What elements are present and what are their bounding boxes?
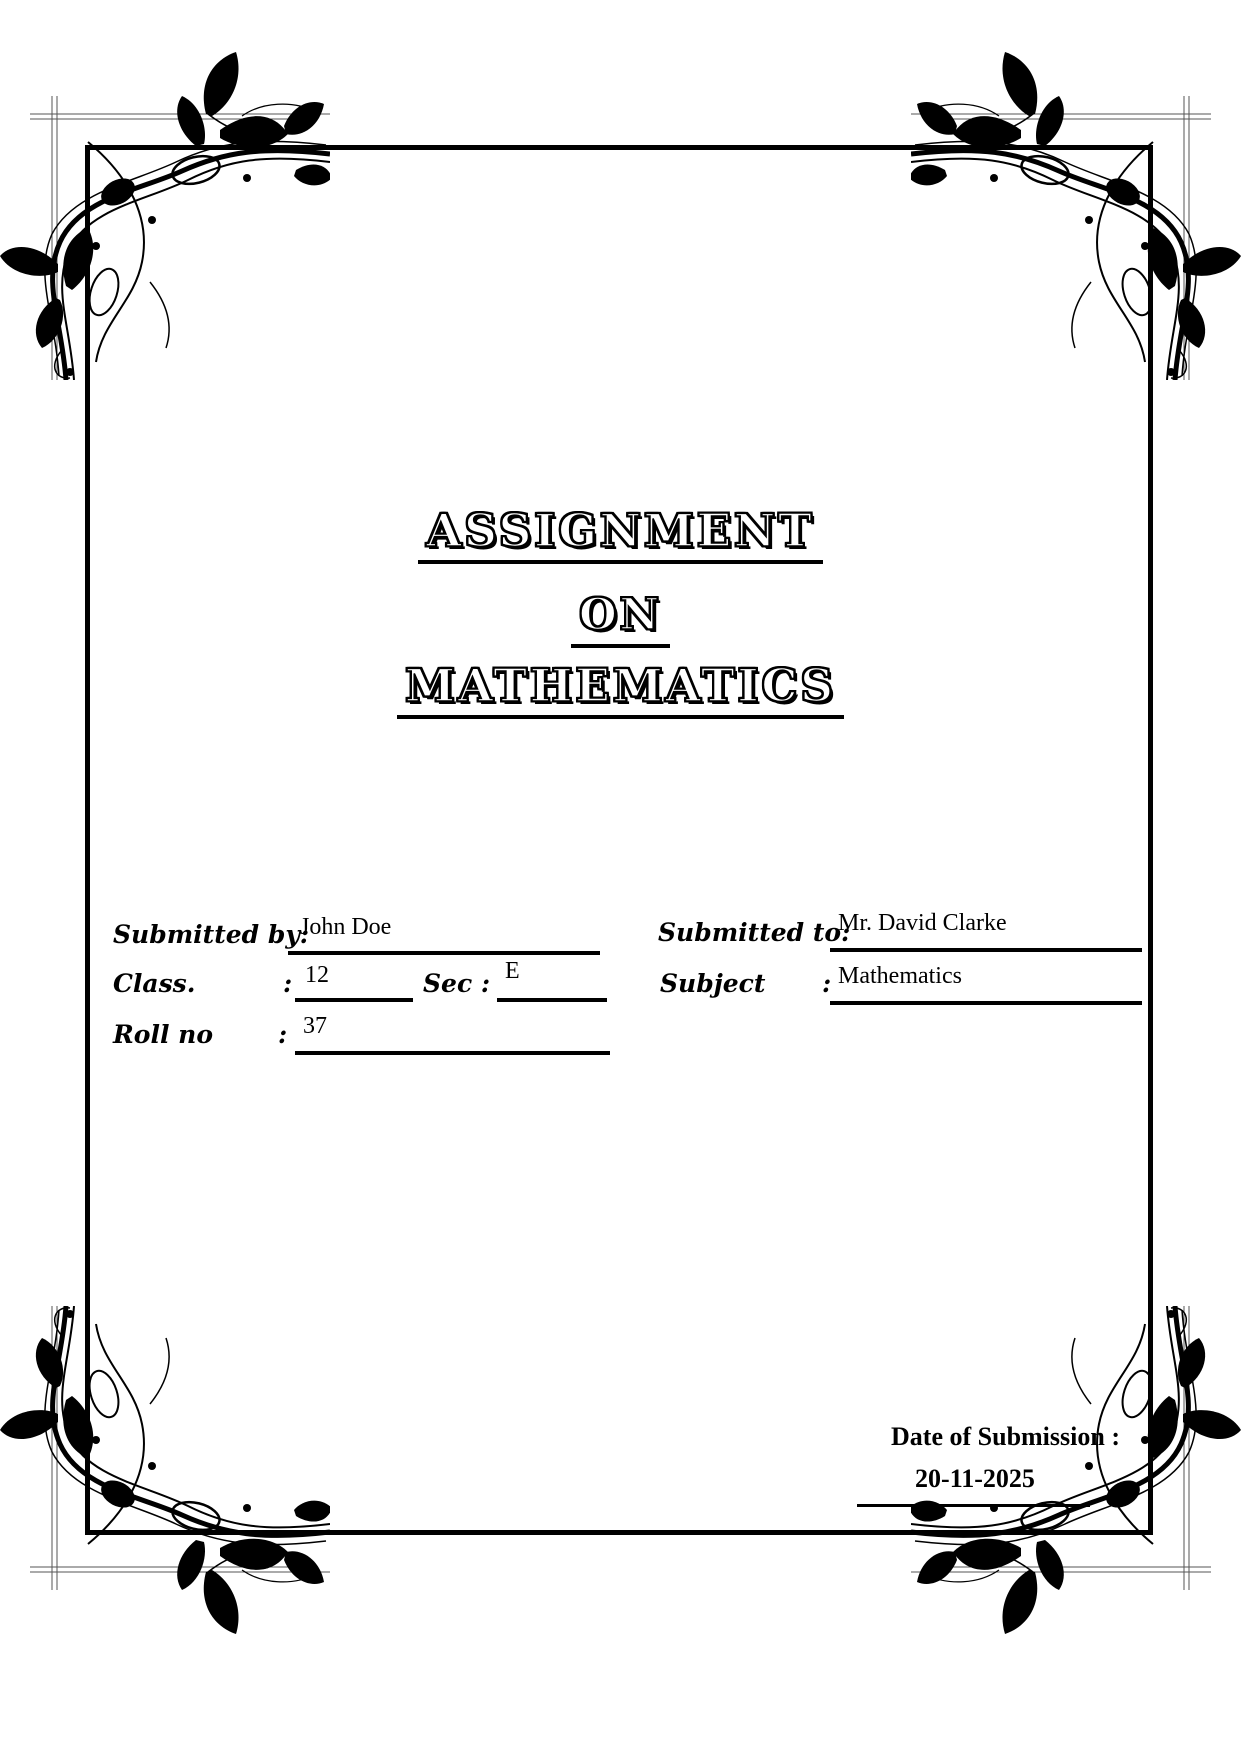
roll-no-underline	[295, 1051, 610, 1055]
class-label: Class.	[113, 969, 196, 998]
date-underline	[857, 1504, 1090, 1507]
submitted-by-label: Submitted by:	[113, 920, 310, 949]
title-text: MATHEMATICS	[397, 663, 844, 719]
title-text: ASSIGNMENT	[418, 508, 822, 564]
date-of-submission-label: Date of Submission :	[891, 1422, 1120, 1451]
subject-label: Subject	[660, 969, 766, 998]
date-of-submission-value: 20-11-2025	[915, 1464, 1035, 1493]
submitted-by-value: John Doe	[300, 914, 392, 940]
subject-value: Mathematics	[838, 963, 962, 989]
submitted-to-label: Submitted to:	[658, 918, 851, 947]
sec-underline	[497, 998, 607, 1002]
subject-colon: :	[822, 969, 832, 998]
roll-no-colon: :	[278, 1020, 288, 1049]
sec-label: Sec :	[423, 969, 491, 998]
title-line-mathematics	[0, 659, 1241, 719]
class-value: 12	[305, 962, 329, 988]
title-line-assignment	[0, 504, 1241, 564]
sec-value: E	[505, 958, 520, 984]
submitted-to-value: Mr. David Clarke	[838, 910, 1007, 936]
page-border	[85, 145, 1153, 1535]
roll-no-value: 37	[303, 1013, 327, 1039]
subject-underline	[830, 1001, 1142, 1005]
class-colon: :	[283, 969, 293, 998]
submitted-to-underline	[830, 948, 1142, 952]
class-underline	[295, 998, 413, 1002]
roll-no-label: Roll no	[113, 1020, 213, 1049]
submitted-by-underline	[288, 951, 600, 955]
title-line-on	[0, 590, 1241, 648]
title-text: ON	[571, 594, 670, 648]
